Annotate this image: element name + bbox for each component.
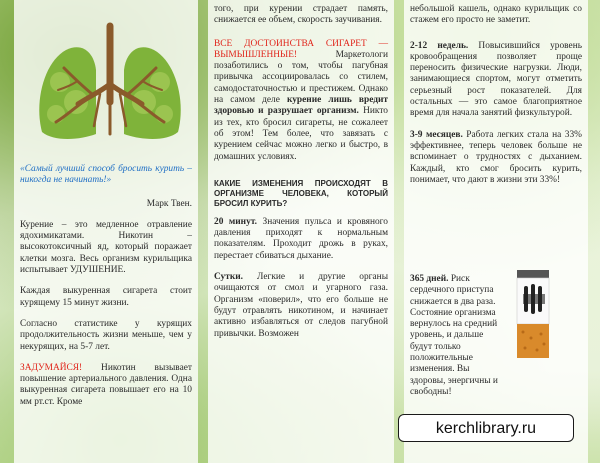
lungs-tree-icon — [30, 22, 190, 150]
changes-heading: КАКИЕ ИЗМЕНЕНИЯ ПРОИСХОДЯТ В ОРГАНИЗМЕ ЧЕЛОВЕКА, КОТОРЫЙ БРОСИЛ КУРИТЬ? — [214, 178, 388, 208]
column-3 — [410, 4, 582, 186]
quote-author: Марк Твен. — [146, 198, 192, 209]
para-think — [20, 363, 192, 408]
para-intro: Курение – это медленное отравление ядохимикатами. Никотин – высокотоксичный яд, который поражает клетки мозга. Весь организм курильщика испытывает УДУШЕНИЕ. — [20, 219, 192, 276]
harm-statement: курение лишь вредит здоровью и разрушает организм. — [214, 95, 388, 117]
think-label: ЗАДУМАЙСЯ! — [20, 362, 83, 373]
para-statistics: Согласно статистике у курящих продолжительность жизни меньше, чем у некурящих, на 5-7 лет. — [20, 318, 192, 352]
stage-2-12-weeks: 2-12 недель. Повысившийся уровень кровообращения позволяет проще переносить физические нагрузки. Люди, занимающиеся спортом, могут отметить серьезный рост показателей. Для остальных — это самое благоприятное время для начала занятий физкультурой. — [410, 40, 583, 119]
myth-heading: ВСЕ ДОСТОИНСТВА СИГАРЕТ — ВЫМЫШЛЕННЫЕ! — [214, 38, 388, 60]
col2-continuation: того, при курении страдает память, снижается ее объем, скорость заучивания. — [214, 4, 388, 26]
column-2 — [214, 4, 388, 340]
stage-365-days: 365 дней. Риск сердечного приступа снижается в два раза. Состояние организма вернулось на средний уровень, и дальше будут только положительные изменения. Вы здоровы, энергичны и свободны! — [410, 274, 498, 397]
para-minutes: Каждая выкуренная сигарета стоит курящему 15 минут жизни. — [20, 286, 192, 308]
website-link[interactable]: kerchlibrary.ru — [398, 414, 574, 442]
think-text: Никотин вызывает повышение артериального давления. Одна выкуренная сигарета повышает его на 10 мм рт.ст. Кроме — [20, 362, 192, 407]
stage-3-9-months: 3-9 месяцев. Работа легких стала на 33% эффективнее, теперь человек больше не вспоминает о трудностях с дыханием. Каждый, кто смог бросить курить, понимает, что дают в жизни эти 33%! — [410, 129, 582, 185]
col2-para-myth: ВСЕ ДОСТОИНСТВА СИГАРЕТ — ВЫМЫШЛЕННЫЕ! Маркетологи позаботились о том, чтобы пагубная привычка ассоциировалась со стилем, самодостаточностью и престижем. Однако на самом деле курение лишь вредит здоровью и разрушает организм. Никто из тех, кто бросил сигареты, не сожалеет об этом! Тем более, что завязать с курением сейчас можно легко и быстро, в домашних условиях. — [214, 38, 388, 162]
col3-continuation: небольшой кашель, однако курильщик со стажем его просто не заметит. — [410, 4, 582, 26]
column-1 — [20, 164, 192, 408]
stage-20-minutes: 20 минут. Значения пульса и кровяного давления приходят к нормальным показателям. Проходит дрожь в руках, перестает сбиваться дыхание. — [214, 216, 388, 261]
cigarette-icon — [511, 264, 555, 360]
stage-day: Сутки. Легкие и другие органы очищаются от смол и угарного газа. Организм «поверил», что его больше не будут отравлять никотином, и начинает активно избавляться от следов пагубной привычки. Возможен — [214, 272, 388, 339]
quote: «Самый лучший способ бросить курить –никогда не начинать!» — [20, 164, 192, 186]
